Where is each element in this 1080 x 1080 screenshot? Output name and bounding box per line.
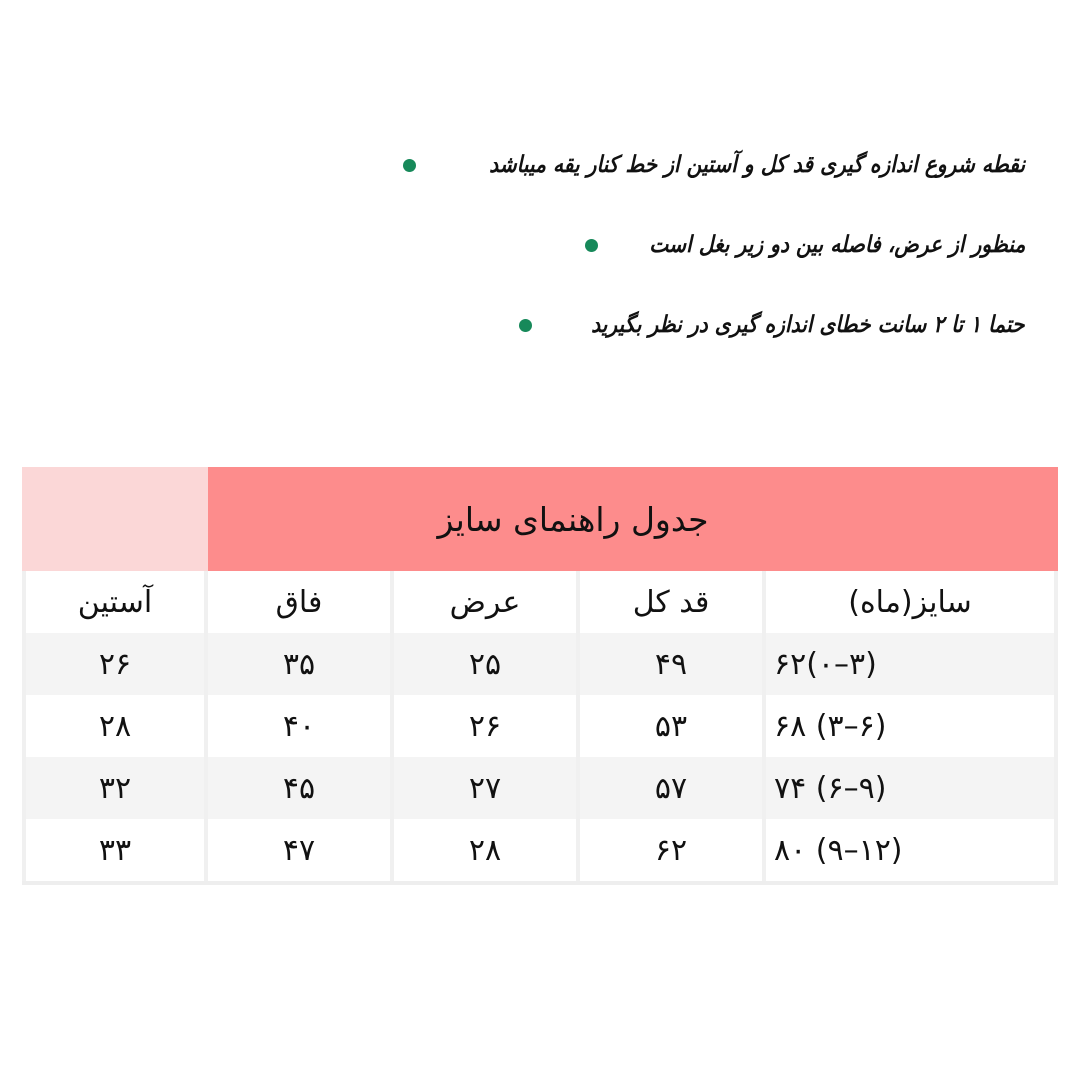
cell-inseam: ۴۵ [208,757,394,819]
cell-inseam: ۳۵ [208,633,394,695]
header-sleeve: آستین [22,571,208,633]
note-item [499,312,1025,338]
measurement-notes [0,0,1080,400]
cell-size: ۶۲(۰–۳) [766,633,1058,695]
cell-sleeve: ۲۶ [22,633,208,695]
cell-height: ۵۳ [580,695,766,757]
note-text: نقطه شروع اندازه گیری قد کل و آستین از خط کنار یقه میباشد [488,152,1025,178]
header-height: قد کل [580,571,766,633]
header-size: سایز(ماه) [766,571,1058,633]
cell-sleeve: ۳۳ [22,819,208,881]
cell-size: ۶۸ (۳–۶) [766,695,1058,757]
cell-size: ۷۴ (۶–۹) [766,757,1058,819]
cell-width: ۲۸ [394,819,580,881]
cell-width: ۲۵ [394,633,580,695]
bullet-dot-icon [519,319,532,332]
bullet-dot-icon [403,159,416,172]
note-text: حتما ۱ تا ۲ سانت خطای اندازه گیری در نظر بگیرید [591,312,1025,338]
table-title: جدول راهنمای سایز [437,499,709,539]
table-grid [22,571,1058,885]
title-corner-block [22,467,208,571]
cell-size: ۸۰ (۹–۱۲) [766,819,1058,881]
note-item [383,152,1025,178]
bullet-dot-icon [585,239,598,252]
cell-height: ۶۲ [580,819,766,881]
cell-sleeve: ۳۲ [22,757,208,819]
note-text: منظور از عرض، فاصله بین دو زیر بغل است [648,232,1025,258]
header-inseam: فاق [208,571,394,633]
header-width: عرض [394,571,580,633]
cell-sleeve: ۲۸ [22,695,208,757]
size-guide-table [22,467,1058,885]
note-item [565,232,1025,258]
table-title-bar [208,467,1058,571]
cell-inseam: ۴۷ [208,819,394,881]
table-title-band [22,467,1058,571]
cell-height: ۴۹ [580,633,766,695]
cell-inseam: ۴۰ [208,695,394,757]
cell-width: ۲۷ [394,757,580,819]
cell-height: ۵۷ [580,757,766,819]
cell-width: ۲۶ [394,695,580,757]
